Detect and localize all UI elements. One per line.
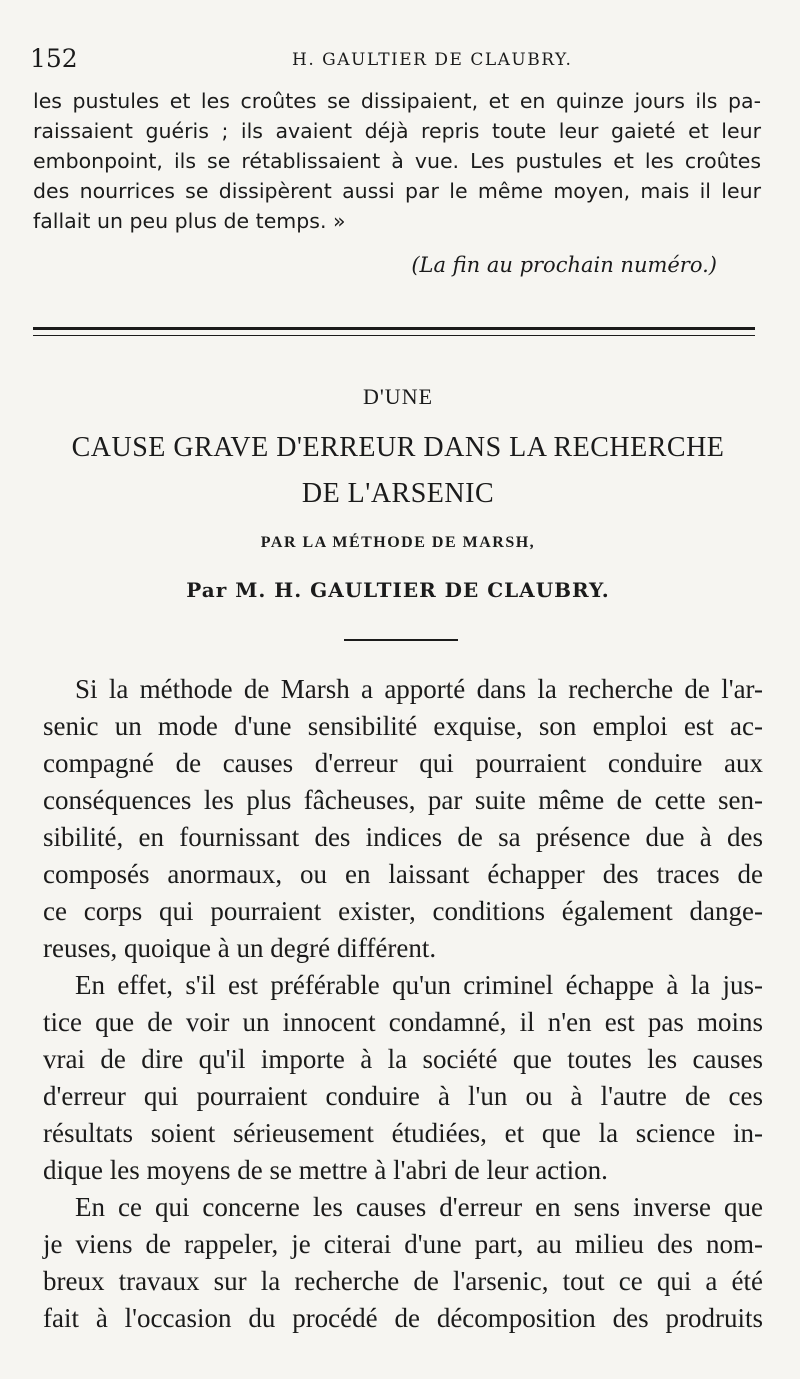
text-line: ce corps qui pourraient exister, conditions également dange-	[43, 896, 763, 926]
text-line: conséquences les plus fâcheuses, par suite même de cette sen-	[43, 785, 763, 815]
text-line: d'erreur qui pourraient conduire à l'un ou à l'autre de ces	[43, 1081, 763, 1111]
article-kicker: D'UNE	[362, 384, 434, 409]
continued-note: (La fin au prochain numéro.)	[411, 253, 717, 277]
text-line: En ce qui concerne les causes d'erreur en sens inverse que	[75, 1192, 763, 1222]
text-line: dique les moyens de se mettre à l'abri de leur action.	[43, 1155, 608, 1185]
article-body	[43, 671, 763, 1337]
running-title: H. GAULTIER DE CLAUBRY.	[292, 50, 573, 70]
text-line: fait à l'occasion du procédé de décomposition des prodruits	[43, 1303, 763, 1333]
text-line: composés anormaux, ou en laissant échapper des traces de	[43, 859, 763, 889]
running-head	[30, 44, 760, 78]
previous-article-paragraph	[33, 86, 761, 236]
text-line: Si la méthode de Marsh a apporté dans la recherche de l'ar-	[75, 674, 763, 704]
title-rule	[344, 639, 458, 641]
article-title-line-2: DE L'ARSENIC	[301, 478, 495, 509]
article-method: PAR LA MÉTHODE DE MARSH,	[260, 534, 536, 551]
text-line: résultats soient sérieusement étudiées, et que la science in-	[43, 1118, 763, 1148]
text-line: breux travaux sur la recherche de l'arsenic, tout ce qui a été	[43, 1266, 763, 1296]
text-line: compagné de causes d'erreur qui pourraient conduire aux	[43, 748, 763, 778]
text-line: fallait un peu plus de temps. »	[33, 209, 346, 233]
section-divider	[33, 327, 755, 336]
article-author: Par M. H. GAULTIER DE CLAUBRY.	[186, 578, 610, 602]
text-line: des nourrices se dissipèrent aussi par le même moyen, mais il leur	[33, 179, 761, 203]
text-line: reuses, quoique à un degré différent.	[43, 933, 437, 963]
text-line: En effet, s'il est préférable qu'un criminel échappe à la jus-	[75, 970, 763, 1000]
text-line: sibilité, en fournissant des indices de sa présence due à des	[43, 822, 763, 852]
article-title-line-1: CAUSE GRAVE D'ERREUR DANS LA RECHERCHE	[71, 432, 725, 463]
text-line: vrai de dire qu'il importe à la société que toutes les causes	[43, 1044, 763, 1074]
text-line: senic un mode d'une sensibilité exquise, son emploi est ac-	[43, 711, 763, 741]
text-line: tice que de voir un innocent condamné, il n'en est pas moins	[43, 1007, 763, 1037]
text-line: embonpoint, ils se rétablissaient à vue. Les pustules et les croûtes	[33, 149, 761, 173]
text-line: raissaient guéris ; ils avaient déjà repris toute leur gaieté et leur	[33, 119, 761, 143]
page-number: 152	[30, 44, 78, 73]
text-line: je viens de rappeler, je citerai d'une part, au milieu des nom-	[43, 1229, 763, 1259]
text-line: les pustules et les croûtes se dissipaient, et en quinze jours ils pa-	[33, 89, 761, 113]
